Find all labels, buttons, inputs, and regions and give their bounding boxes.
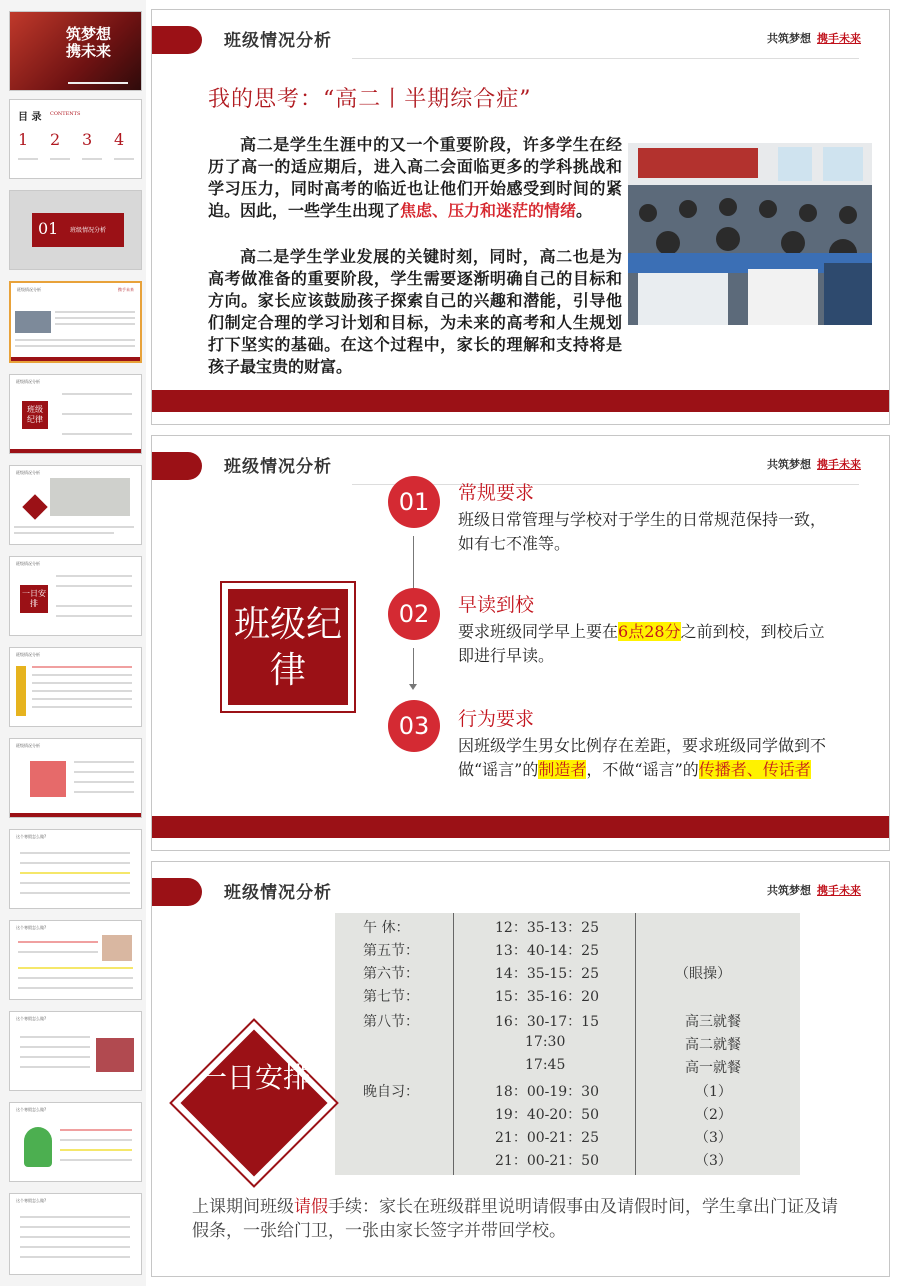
period-note: （1） [695,1084,732,1100]
thumb-header-right: 携手未来 [118,287,134,292]
footer-band [152,816,889,838]
item-1-title: 常规要求 [458,482,535,504]
thumb-header: 班级情况分析 [16,379,40,384]
thumb-header: 班级情况分析 [16,470,40,475]
thumb-line [56,615,132,617]
slide-thumbnail-4[interactable] [9,281,142,363]
classroom-photo-illustration [628,143,872,325]
thumb-line [56,575,132,577]
thumb-section-num: 01 [38,219,59,238]
daily-schedule-label: 一日安排 [198,1061,311,1094]
slide-panel-1 [151,9,890,425]
thumb-header: 这个寒假怎么做? [16,834,47,839]
note-part-a: 上课期间班级 [192,1197,294,1217]
slogan-part-a: 共筑梦想 [767,884,811,897]
thumb-photo [102,935,132,961]
thumb-toc-n2: 2 [50,130,61,149]
thumb-line [20,1036,90,1038]
period-time: 17:45 [525,1057,566,1073]
arrow-down-icon [409,684,417,690]
thumb-header: 这个寒假怎么做? [16,1107,47,1112]
discipline-box [220,581,356,713]
thumb-tree-graphic [24,1127,52,1167]
period-time: 21：00-21：25 [495,1130,599,1146]
thumb-line [62,393,132,395]
slide-thumbnail-8[interactable] [9,647,142,727]
schedule-row [335,1150,800,1173]
item-2-body-post: 之前到校，到校后立即进行早读。 [458,622,825,665]
thumb-line [32,690,132,692]
thumb-line [18,941,98,943]
period-time: 14：35-15：25 [495,966,599,982]
thumb-line [20,1066,90,1068]
item-3-body-pre: 因班级学生男女比例存在差距，要求班级同学做到不做“谣言”的 [458,736,827,779]
schedule-row [335,1081,800,1104]
slide-subtitle: 我的思考：“高二丨半期综合症” [208,87,532,112]
thumb-line [62,413,132,415]
slide-thumbnail-13[interactable] [9,1102,142,1182]
thumb-line [32,698,132,700]
header-divider [352,58,859,59]
schedule-row [335,1011,800,1034]
paragraph-1-text: 高二是学生生涯中的又一个重要阶段，许多学生在经历了高一的适应期后，进入高二会面临更多的学科挑战和学习压力，同时高考的临近也让他们开始感受到时间的紧迫。因此，一些学生出现了 [208,135,622,220]
schedule-row [335,1034,800,1057]
thumb-line [62,433,132,435]
connector-2 [413,648,414,686]
discipline-label: 班级纪律 [228,589,348,705]
thumb-photo [96,1038,134,1072]
slogan-part-a: 共筑梦想 [767,32,811,45]
slide-thumbnail-10[interactable] [9,829,142,909]
thumb-line [56,585,132,587]
period-note: （3） [695,1130,732,1146]
thumb-header: 班级情况分析 [16,652,40,657]
thumb-line [32,666,132,668]
connector-1 [413,536,414,592]
slide-header-slogan [767,456,861,472]
classroom-photo [628,143,872,325]
thumb-line [20,1056,90,1058]
item-1-number: 01 [388,476,440,528]
highlight-spreader: 传播者、传话者 [698,760,811,779]
thumb-line [32,706,132,708]
note-highlight-leave: 请假 [294,1197,328,1217]
slide-thumbnail-9[interactable] [9,738,142,818]
slide-thumbnail-2[interactable] [9,99,142,179]
item-2-body [458,620,838,668]
slide-header-slogan [767,882,861,898]
thumb-line [74,771,134,773]
schedule-row [335,940,800,963]
thumb-photo [15,311,51,333]
thumb-toc-n1: 1 [18,130,29,149]
thumb-section-label: 班级情况分析 [70,227,107,234]
thumb-line [20,1256,130,1258]
slide-thumbnail-14[interactable] [9,1193,142,1275]
thumb-header: 班级情况分析 [16,743,40,748]
period-note: 高一就餐 [685,1060,741,1076]
thumb-line [74,761,134,763]
period-name: 第六节： [363,966,419,982]
thumb-label: 班级纪律 [27,405,43,424]
thumb-line [20,1046,90,1048]
slide-panel-3 [151,861,890,1277]
thumb-line [68,82,128,84]
slide-thumbnail-1[interactable] [9,11,142,91]
highlight-emotions: 焦虑、压力和迷茫的情绪 [400,201,577,220]
thumb-line [18,987,133,989]
thumb-line [20,1236,130,1238]
period-note: 高三就餐 [685,1014,741,1030]
thumb-line [20,882,130,884]
thumb-band [11,357,140,361]
thumb-line [20,1216,130,1218]
period-note: （眼操） [675,966,731,982]
thumb-header: 班级情况分析 [16,561,40,566]
period-time: 13：40-14：25 [495,943,599,959]
item-2-title: 早读到校 [458,594,535,616]
thumb-line [15,345,135,347]
period-note: 高二就餐 [685,1037,741,1053]
period-time: 18：00-19：30 [495,1084,599,1100]
period-note: （2） [695,1107,732,1123]
thumb-line [20,862,130,864]
period-time: 15：35-16：20 [495,989,599,1005]
thumb-header: 这个寒假怎么做? [16,1016,47,1021]
highlight-time: 6点28分 [618,622,681,641]
period-time: 17:30 [525,1034,566,1050]
paragraph-1-end: 。 [576,201,593,220]
slide-thumbnail-5[interactable] [9,374,142,454]
thumb-line [18,967,133,969]
thumb-line [114,158,134,160]
thumb-line [60,1129,132,1131]
thumb-line [20,892,130,894]
slide-panel-2 [151,435,890,851]
period-note: （3） [695,1153,732,1169]
period-time: 21：00-21：50 [495,1153,599,1169]
period-time: 19：40-20：50 [495,1107,599,1123]
period-name: 第八节： [363,1014,419,1030]
thumb-line [32,682,132,684]
thumb-sidebar-bar [16,666,26,716]
thumb-line [55,323,135,325]
thumb-line [82,158,102,160]
thumb-line [60,1149,132,1151]
leave-procedure-note [192,1195,852,1243]
thumb-line [56,605,132,607]
slide-thumbnail-6[interactable] [9,465,142,545]
thumb-band [10,449,141,453]
period-time: 12：35-13：25 [495,920,599,936]
thumb-line [60,1159,132,1161]
slide-thumbnail-12[interactable] [9,1011,142,1091]
thumb-line [18,977,133,979]
thumb-table-image [50,478,130,516]
period-name: 第五节： [363,943,419,959]
slide-header-title: 班级情况分析 [224,883,332,903]
thumb-line [60,1139,132,1141]
note-part-c: 手续：家长在班级群里说明请假事由及请假时间，学生拿出门证及请假条，一张给门卫，一张由家长签字并带回学校。 [192,1197,838,1241]
schedule-row [335,1127,800,1150]
thumb-header: 这个寒假怎么做? [16,1198,47,1203]
slide-header-title: 班级情况分析 [224,457,332,477]
thumb-line [14,532,114,534]
thumb-label: 一日安排 [22,589,46,608]
paragraph-2: 高二是学生学业发展的关键时刻，同时，高二也是为高考做准备的重要阶段，学生需要逐渐明确自己的目标和方向。家长应该鼓励孩子探索自己的兴趣和潜能，引导他们制定合理的学习计划和目标，为未来的高考和人生规划打下坚实的基础。在这个过程中，家长的理解和支持将是孩子最宝贵的财富。 [208,247,622,376]
item-3-body-mid: ，不做“谣言”的 [586,760,699,779]
paragraph-1 [208,134,622,222]
slogan-part-a: 共筑梦想 [767,458,811,471]
item-3-number: 03 [388,700,440,752]
thumb-line [15,339,135,341]
header-tab [152,26,202,54]
period-name: 午 休： [363,920,410,936]
thumb-line [74,781,134,783]
thumb-line [14,526,134,528]
slogan-part-b: 携手未来 [817,458,861,471]
schedule-row [335,1104,800,1127]
item-3-body [458,734,838,782]
thumb-line [20,1246,130,1248]
item-3-title: 行为要求 [458,708,535,730]
highlight-maker: 制造者 [538,760,587,779]
period-name: 晚自习： [363,1084,419,1100]
thumb-line [18,158,38,160]
header-tab [152,878,202,906]
footer-band [152,390,889,412]
slogan-part-b: 携手未来 [817,32,861,45]
slide-header-title: 班级情况分析 [224,31,332,51]
slide-thumbnail-3[interactable] [9,190,142,270]
thumb-line [55,311,135,313]
thumb-line [74,791,134,793]
schedule-row [335,1057,800,1080]
item-2-body-pre: 要求班级同学早上要在 [458,622,619,641]
item-2-number: 02 [388,588,440,640]
thumb-line [32,674,132,676]
slide-header-slogan [767,30,861,46]
header-tab [152,452,202,480]
item-1-body: 班级日常管理与学校对于学生的日常规范保持一致，如有七不准等。 [458,510,827,553]
thumb-line [20,1226,130,1228]
thumb-line [18,951,98,953]
thumb-line [20,852,130,854]
slogan-part-b: 携手未来 [817,884,861,897]
diamond-fill [180,1029,327,1176]
schedule-row [335,986,800,1009]
thumb-graphic [30,761,66,797]
daily-schedule-diamond [169,1018,339,1188]
period-time: 16：30-17：15 [495,1014,599,1030]
thumb-toc-n3: 3 [82,130,93,149]
schedule-row [335,917,800,940]
slide-thumbnail-7[interactable] [9,556,142,636]
thumb-diamond [22,494,47,519]
slide-thumbnail-panel [0,0,146,1286]
thumb-line [20,872,130,874]
thumb-toc-n4: 4 [114,130,125,149]
period-name: 第七节： [363,989,419,1005]
thumb-line [55,317,135,319]
thumb-cover-title: 筑梦想 携未来 [66,25,112,60]
thumb-line [50,158,70,160]
schedule-photo [335,913,800,1175]
thumb-header: 班级情况分析 [17,287,41,292]
thumb-toc-sub: CONTENTS [50,111,81,117]
thumb-toc-label: 目 录 [18,112,42,123]
thumb-band [10,813,141,817]
thumb-header: 这个寒假怎么做? [16,925,47,930]
schedule-row [335,963,800,986]
slide-thumbnail-11[interactable] [9,920,142,1000]
